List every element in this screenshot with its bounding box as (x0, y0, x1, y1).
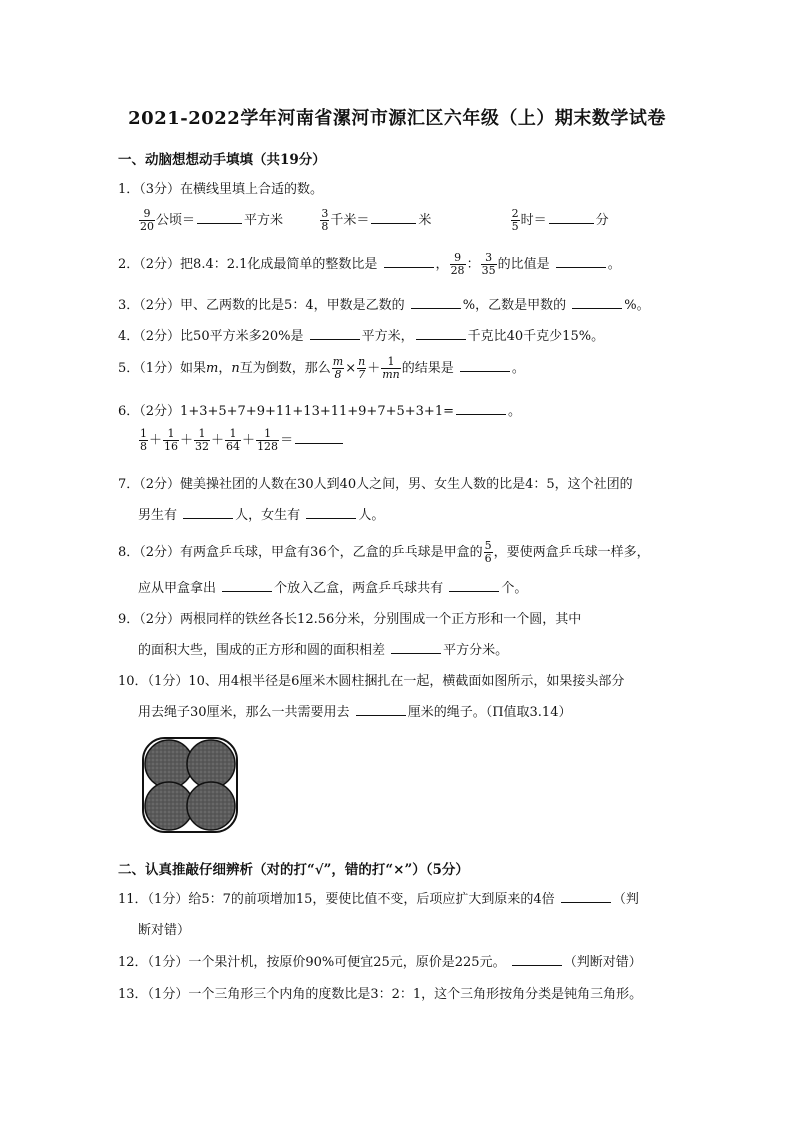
fraction: $\frac{1}{8}$ (140, 427, 147, 453)
page-title: 2021-2022学年河南省漯河市源汇区六年级（上）期末数学试卷 (128, 108, 666, 129)
fraction: $\frac{5}{6}$ (484, 539, 492, 565)
question-8-line2: 应从甲盒拿出 个放入乙盒，两盒乒乓球共有 个。 (138, 581, 528, 596)
question-6-line2: $\frac{1}{8}$ ＋ $\frac{1}{16}$ ＋ $\frac{1}{32}$ ＋ $\frac{1}{64}$ ＋ $\frac{1}{128}$ ＝ (138, 428, 345, 453)
answer-blank[interactable] (197, 211, 242, 224)
answer-blank[interactable] (391, 641, 441, 654)
section-heading-1: 一、动脑想想动手填填（共19分） (118, 152, 326, 168)
question-11-line2: 断对错） (138, 923, 191, 938)
fraction: $\frac{1}{16}$ (164, 427, 179, 453)
answer-blank[interactable] (356, 703, 406, 716)
question-8-line1: 8．（2分）有两盒乒乓球，甲盒有36个，乙盒的乒乓球是甲盒的 $\frac{5}{6}$ ，要使两盒乒乓球一样多， (118, 539, 650, 565)
section-heading-2: 二、认真推敲仔细辨析（对的打“√”，错的打“×”）（5分） (118, 862, 469, 878)
answer-blank[interactable] (549, 211, 594, 224)
cylinder-circle (145, 740, 193, 788)
answer-blank[interactable] (572, 296, 622, 309)
answer-blank[interactable] (183, 506, 233, 519)
fraction: $\frac{3}{8}$ (321, 207, 329, 233)
fraction: $\frac{m}{8}$ (332, 355, 344, 381)
question-5: 5．（1分）如果m，n互为倒数，那么 $\frac{m}{8}$ × $\frac{n}{7}$ ＋ $\frac{1}{mn}$ 的结果是 。 (118, 355, 525, 381)
answer-blank[interactable] (384, 255, 434, 268)
question-3: 3．（2分）甲、乙两数的比是5：4，甲数是乙数的 %，乙数是甲数的 %。 (118, 298, 650, 313)
question-9-line2: 的面积大些，围成的正方形和圆的面积相差 平方分米。 (138, 643, 509, 658)
answer-blank[interactable] (556, 255, 606, 268)
fraction: $\frac{3}{35}$ (481, 251, 496, 277)
fraction: $\frac{n}{7}$ (358, 355, 366, 381)
four-cylinders-figure (140, 735, 240, 835)
fraction: $\frac{9}{28}$ (450, 251, 465, 277)
question-7-line1: 7．（2分）健美操社团的人数在30人到40人之间，男、女生人数的比是4：5，这个社团的 (118, 477, 633, 492)
fraction: $\frac{9}{20}$ (140, 207, 154, 233)
question-10-line1: 10．（1分）10、用4根半径是6厘米木圆柱捆扎在一起，横截面如图所示，如果接头部分 (118, 674, 625, 689)
question-4: 4．（2分）比50平方米多20%是 平方米， 千克比40千克少15%。 (118, 329, 605, 344)
cylinder-circle (145, 782, 193, 830)
cylinder-circle (187, 740, 235, 788)
answer-blank[interactable] (295, 431, 343, 444)
question-1-stem: 1．（3分）在横线里填上合适的数。 (118, 182, 324, 197)
answer-blank[interactable] (222, 579, 272, 592)
question-2: 2．（2分）把8.4：2.1化成最简单的整数比是 ， $\frac{9}{28}$ ： $\frac{3}{35}$ 的比值是 。 (118, 251, 621, 277)
question-1-items: $\frac{9}{20}$ 公顷＝ 平方米 $\frac{3}{8}$ 千米＝ 米 $\frac{2}{5}$ 时＝ 分 (140, 207, 609, 233)
question-13: 13．（1分）一个三角形三个内角的度数比是3：2：1，这个三角形按角分类是钝角三角形。 (118, 987, 643, 1002)
answer-blank[interactable] (310, 327, 360, 340)
answer-blank[interactable] (306, 506, 356, 519)
answer-blank[interactable] (512, 953, 562, 966)
answer-blank[interactable] (371, 211, 416, 224)
fraction: $\frac{1}{64}$ (226, 427, 241, 453)
question-9-line1: 9．（2分）两根同样的铁丝各长12.56分米，分别围成一个正方形和一个圆，其中 (118, 612, 582, 627)
question-11-line1: 11．（1分）给5：7的前项增加15，要使比值不变，后项应扩大到原来的4倍 （判 (118, 892, 639, 907)
fraction: $\frac{1}{128}$ (257, 427, 279, 453)
question-6-line1: 6．（2分）1+3+5+7+9+11+13+11+9+7+5+3+1= 。 (118, 404, 521, 419)
answer-blank[interactable] (411, 296, 461, 309)
cylinder-circle (187, 782, 235, 830)
fraction: $\frac{2}{5}$ (511, 207, 519, 233)
question-12: 12．（1分）一个果汁机，按原价90%可便宜25元，原价是225元。 （判断对错） (118, 955, 642, 970)
fraction: $\frac{1}{mn}$ (382, 355, 400, 381)
question-7-line2: 男生有 人，女生有 人。 (138, 508, 385, 523)
fraction: $\frac{1}{32}$ (195, 427, 210, 453)
answer-blank[interactable] (561, 890, 611, 903)
answer-blank[interactable] (449, 579, 499, 592)
answer-blank[interactable] (416, 327, 466, 340)
answer-blank[interactable] (460, 359, 510, 372)
question-10-line2: 用去绳子30厘米，那么一共需要用去 厘米的绳子。（Π值取3.14） (138, 705, 572, 720)
answer-blank[interactable] (456, 402, 506, 415)
